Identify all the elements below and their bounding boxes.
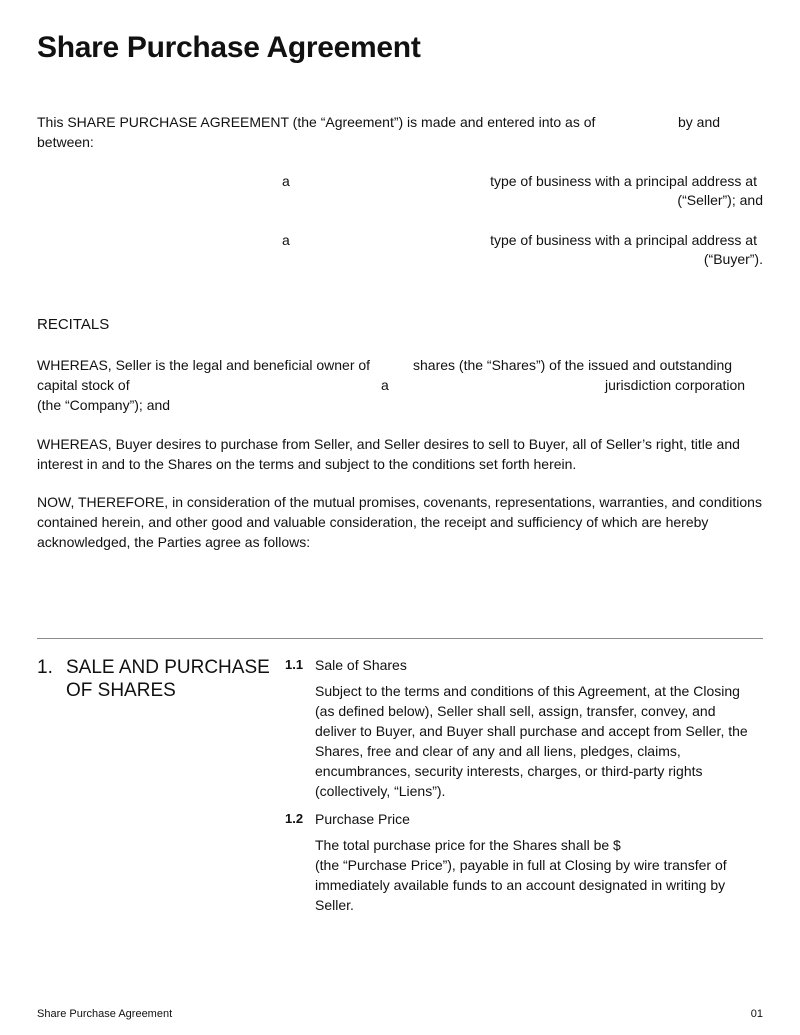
recital-1-article: a xyxy=(381,377,389,393)
footer-page-number: 01 xyxy=(750,1008,763,1020)
document-page xyxy=(37,0,763,1035)
purchase-price-terms: (the “Purchase Price”), payable in full at Closing by wire transfer of immediately available funds to an account designated in writing by Seller. xyxy=(315,857,727,913)
buyer-article: a xyxy=(282,232,290,248)
clause-number: 1.2 xyxy=(285,811,304,826)
intro-text-between: between: xyxy=(37,134,94,150)
footer-document-name: Share Purchase Agreement xyxy=(37,1008,173,1020)
recitals-heading: RECITALS xyxy=(37,316,110,333)
buyer-role-label: (“Buyer”). xyxy=(703,251,763,267)
seller-role-label: (“Seller”); and xyxy=(677,192,763,208)
intro-text-by-and: by and xyxy=(678,114,721,130)
recital-2-paragraph: WHEREAS, Buyer desires to purchase from Seller, and Seller desires to sell to Buyer, all of Seller’s right, title and interest in and to the Shares on the terms and subject to the conditions set forth herein. xyxy=(37,436,740,472)
buyer-business-type-text: type of business with a principal address at xyxy=(490,232,757,248)
seller-business-type-text: type of business with a principal address at xyxy=(490,173,757,189)
section-divider xyxy=(37,638,763,639)
recital-1-shares-text: shares (the “Shares”) of the issued and outstanding xyxy=(413,357,733,373)
clause-title-purchase-price: Purchase Price xyxy=(315,811,410,827)
intro-text: This SHARE PURCHASE AGREEMENT (the “Agreement”) is made and entered into as of xyxy=(37,114,596,130)
page-title: Share Purchase Agreement xyxy=(37,31,421,64)
clause-body-purchase-price xyxy=(315,835,760,915)
section-title: SALE AND PURCHASE OF SHARES xyxy=(66,657,270,701)
recital-1-text: WHEREAS, Seller is the legal and beneficial owner of xyxy=(37,357,371,373)
purchase-price-line: The total purchase price for the Shares shall be $ xyxy=(315,837,621,853)
clause-number: 1.1 xyxy=(285,657,304,672)
recital-1-company-text: (the “Company”); and xyxy=(37,397,171,413)
clause-body-sale-of-shares: Subject to the terms and conditions of this Agreement, at the Closing (as defined below), Seller shall sell, assign, transfer, convey, and deliver to Buyer, and Buyer shall purchase and accept from Seller, the Shares, free and clear of any and all liens, pledges, claims, encumbrances, security interests, charges, or third-party rights (collectively, “Liens”). xyxy=(315,683,748,799)
section-number: 1. xyxy=(37,657,53,678)
seller-article: a xyxy=(282,173,290,189)
now-therefore-paragraph: NOW, THEREFORE, in consideration of the mutual promises, covenants, representations, warranties, and conditions contained herein, and other good and valuable consideration, the receipt and sufficiency of which are hereby acknowledged, the Parties agree as follows: xyxy=(37,494,762,550)
clause-title-sale-of-shares: Sale of Shares xyxy=(315,657,407,673)
recital-1-capital-stock-text: capital stock of xyxy=(37,377,130,393)
recital-1-jurisdiction-text: jurisdiction corporation xyxy=(605,377,746,393)
